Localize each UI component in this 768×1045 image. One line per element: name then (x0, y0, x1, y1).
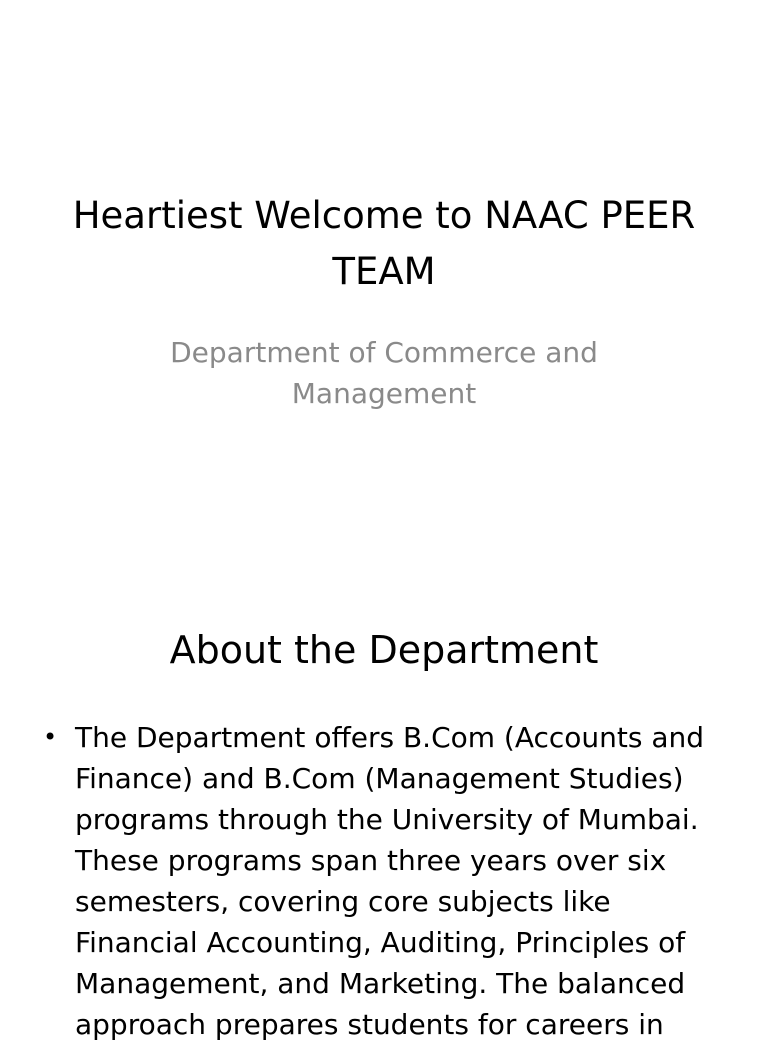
bullet-icon: • (43, 723, 58, 751)
content-heading: About the Department (169, 628, 599, 672)
content-slide (0, 576, 768, 1041)
slide-subtitle: Department of Commerce and Management (170, 336, 598, 410)
bullet-list (40, 717, 720, 1045)
slide-title: Heartiest Welcome to NAAC PEER TEAM (72, 194, 696, 293)
bullet-text: The Department offers B.Com (Accounts and Finance) and B.Com (Management Studies) programs through the University of Mumbai. These programs span three years over six semesters, covering core subjects like Financial Accounting, Auditing, Principles of Management, and Marketing. The balanced approach prepares students for careers in (75, 721, 705, 1041)
bullet-item (40, 717, 720, 1045)
